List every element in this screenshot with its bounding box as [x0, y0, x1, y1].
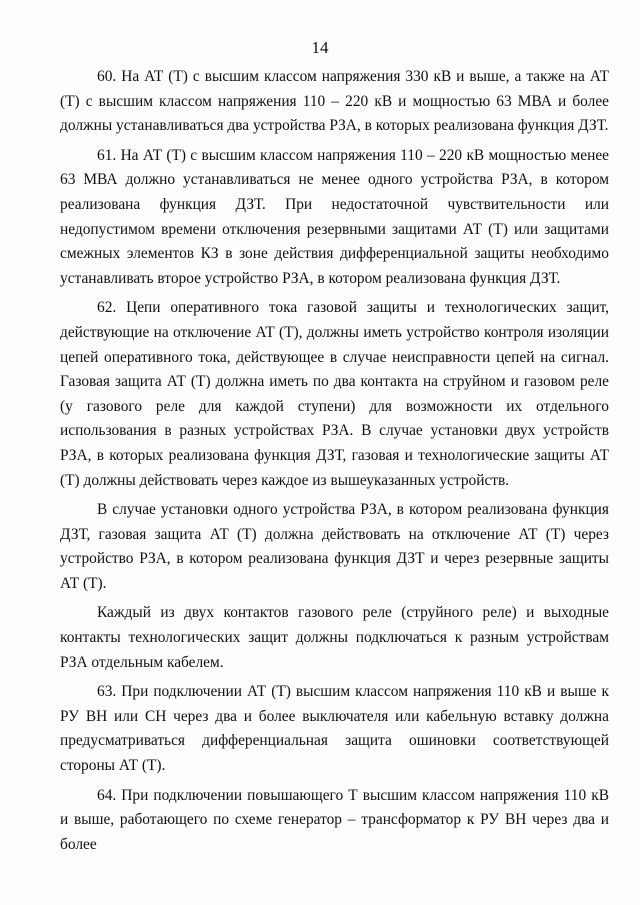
- paragraph-62-single-device: В случае установки одного устройства РЗА, в котором реализована функция ДЗТ, газовая защита АТ (Т) должна действовать на отключение АТ (Т) через устройство РЗА, в котором реализована функция ДЗТ и через резервные защиты АТ (Т).: [60, 501, 609, 592]
- paragraph-62-contacts: Каждый из двух контактов газового реле (струйного реле) и выходные контакты технологических защит должны подключаться к разным устройствам РЗА отдельным кабелем.: [60, 604, 609, 671]
- paragraph-64: 64. При подключении повышающего Т высшим классом напряжения 110 кВ и выше, работающего по схеме генератор – трансформатор к РУ ВН через два и более: [60, 786, 609, 853]
- document-body: [60, 65, 609, 862]
- paragraph-62: 62. Цепи оперативного тока газовой защиты и технологических защит, действующие на отключение АТ (Т), должны иметь устройство контроля изоляции цепей оперативного тока, действующее в случае неисправности цепей на сигнал. Газовая защита АТ (Т) должна иметь по два контакта на струйном и газовом реле (у газового реле для каждой ступени) для возможности их отдельного использования в разных устройствах РЗА. В случае установки двух устройств РЗА, в которых реализована функция ДЗТ, газовая и технологические защиты АТ (Т) должны действовать через каждое из вышеуказанных устройств.: [60, 299, 609, 489]
- page-number: 14: [311, 38, 329, 57]
- paragraph-63: 63. При подключении АТ (Т) высшим классом напряжения 110 кВ и выше к РУ ВН или СН через два и более выключателя или кабельную вставку должна предусматриваться дифференциальная защита ошиновки соответствующей стороны АТ (Т).: [60, 683, 609, 775]
- paragraph-61: 61. На АТ (Т) с высшим классом напряжения 110 – 220 кВ мощностью менее 63 МВА должно устанавливаться не менее одного устройства РЗА, в котором реализована функция ДЗТ. При недостаточной чувствительности или недопустимом времени отключения резервными защитами АТ (Т) или защитами смежных элементов КЗ в зоне действия дифференциальной защиты необходимо устанавливать второе устройство РЗА, в котором реализована функция ДЗТ.: [60, 146, 609, 287]
- paragraph-60: 60. На АТ (Т) с высшим классом напряжения 330 кВ и выше, а также на АТ (Т) с высшим классом напряжения 110 – 220 кВ и мощностью 63 МВА и более должны устанавливаться два устройства РЗА, в которых реализована функция ДЗТ.: [60, 68, 609, 135]
